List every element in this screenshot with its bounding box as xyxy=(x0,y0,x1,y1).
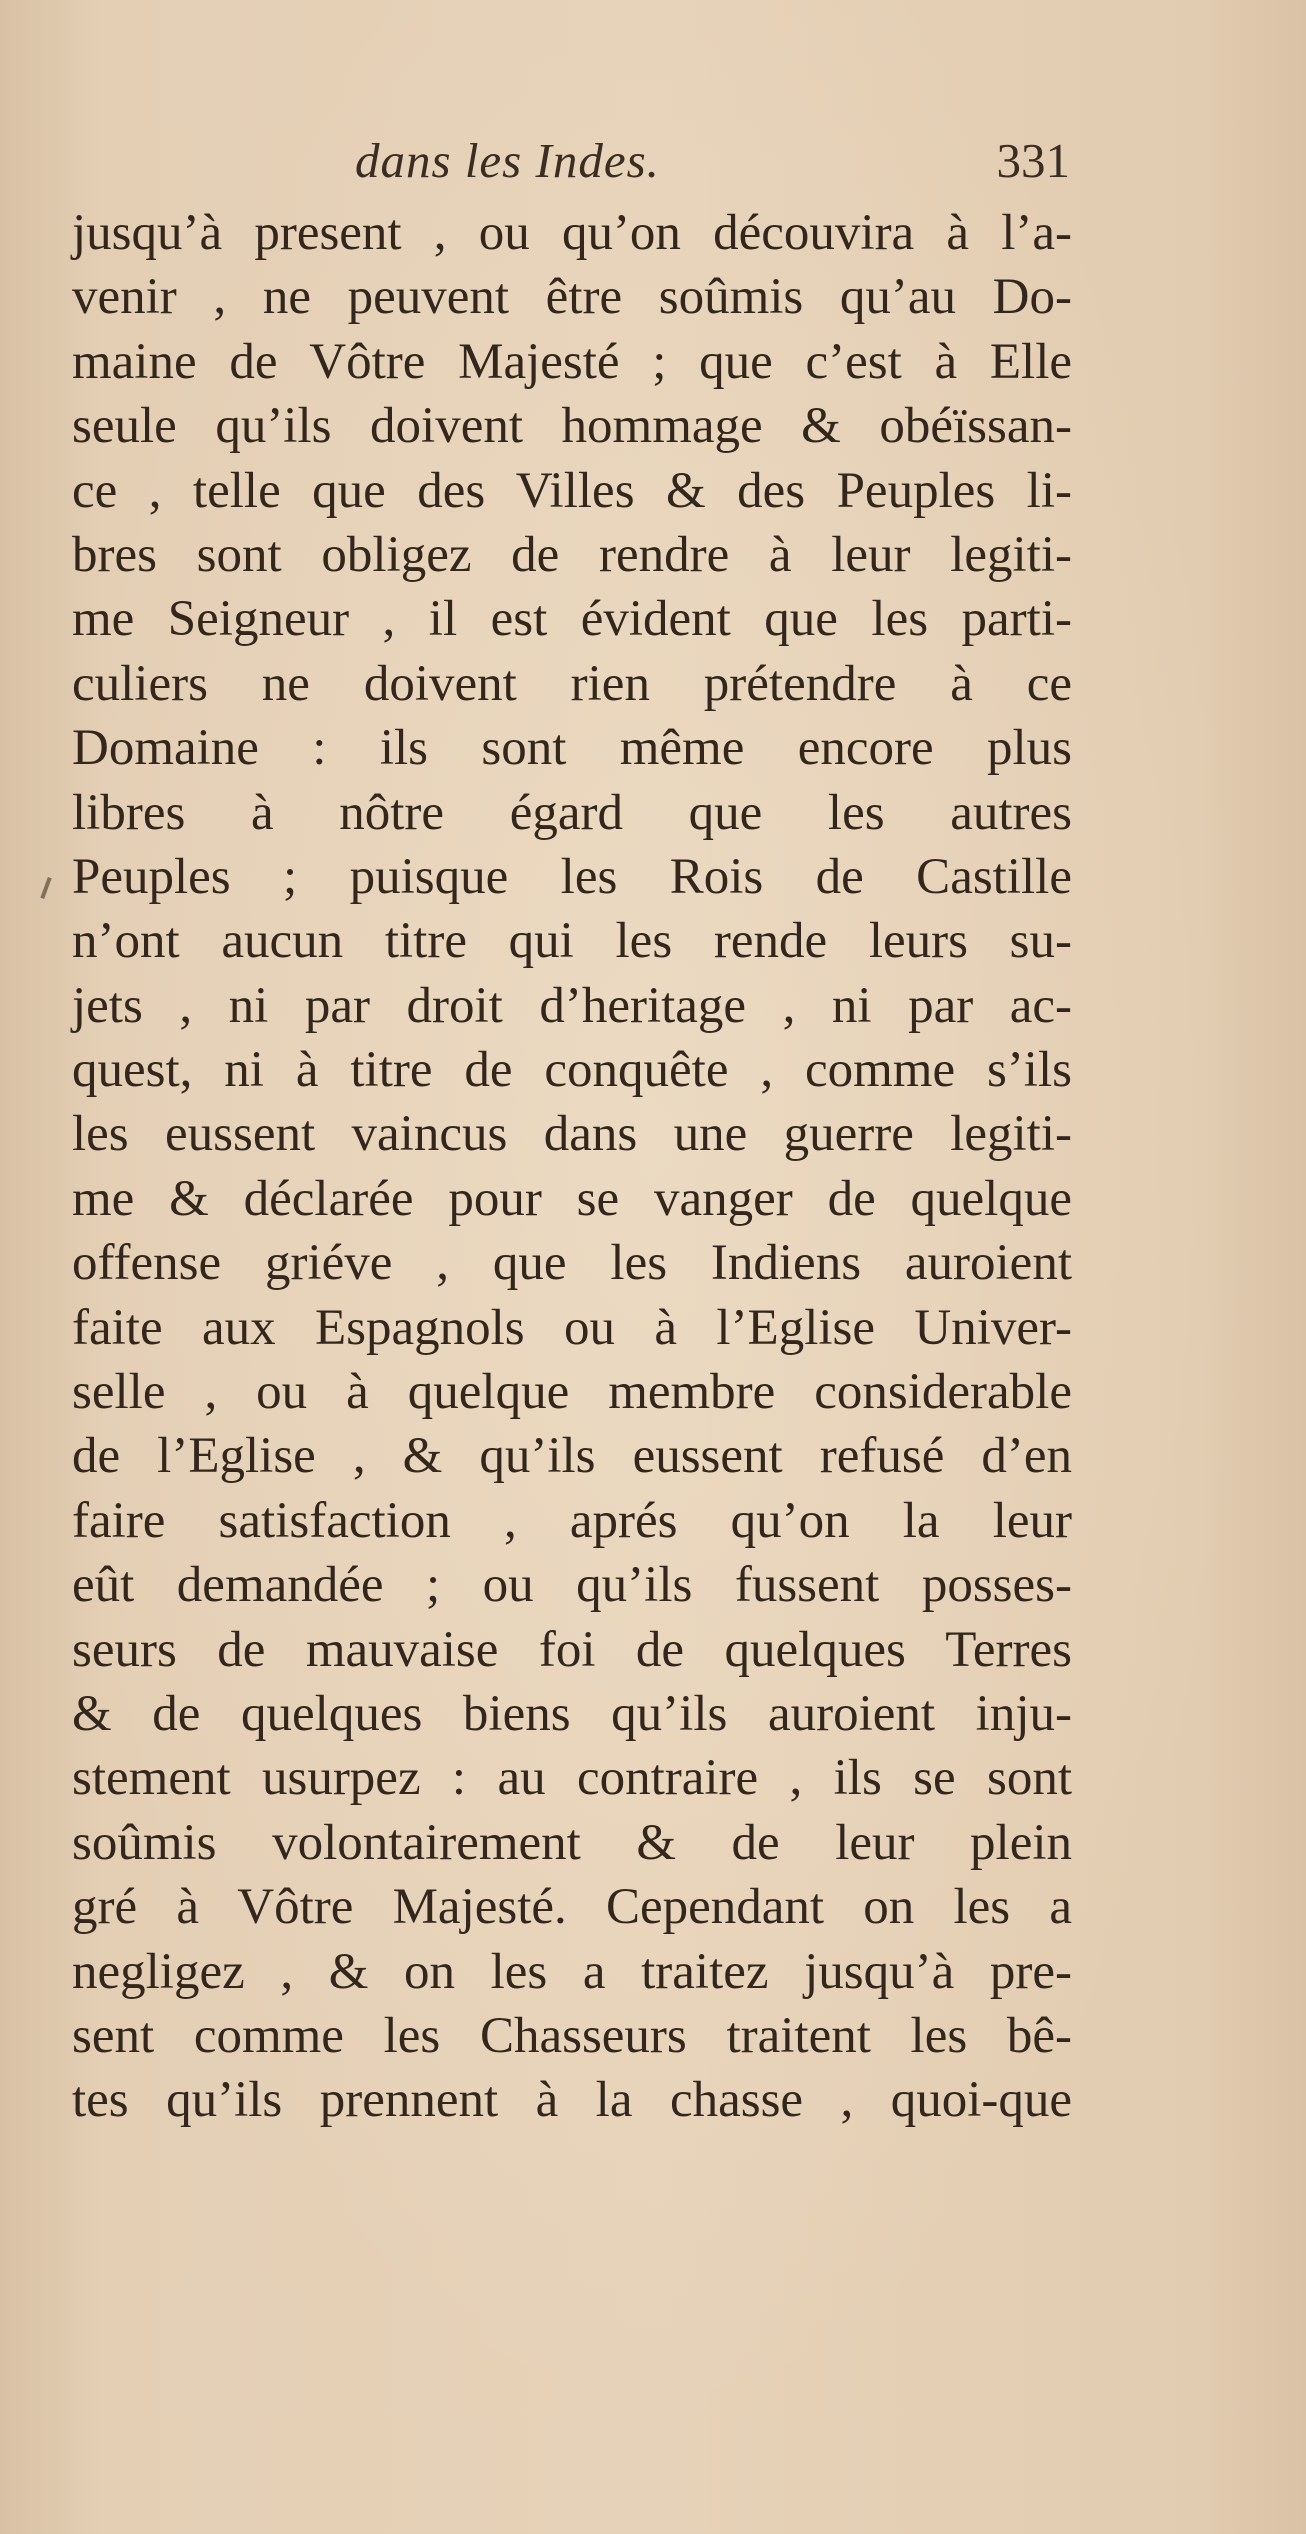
text-line: seurs de mauvaise foi de quelques Terres xyxy=(72,1621,1072,1678)
text-line: culiers ne doivent rien prétendre à ce xyxy=(72,655,1072,712)
text-line: faire satisfaction , aprés qu’on la leur xyxy=(72,1492,1072,1549)
margin-mark xyxy=(40,877,51,899)
text-line: venir , ne peuvent être soûmis qu’au Do- xyxy=(72,269,1072,326)
text-line: les eussent vaincus dans une guerre legiti- xyxy=(72,1106,1072,1163)
text-line: eût demandée ; ou qu’ils fussent posses- xyxy=(72,1557,1072,1614)
page-number: 331 xyxy=(996,133,1070,188)
text-line: bres sont obligez de rendre à leur legiti- xyxy=(72,526,1072,583)
text-line: seule qu’ils doivent hommage & obéïssan- xyxy=(72,398,1072,455)
text-line: maine de Vôtre Majesté ; que c’est à Elle xyxy=(72,333,1072,390)
text-line: offense griéve , que les Indiens auroient xyxy=(72,1235,1072,1292)
text-line: me Seigneur , il est évident que les parti- xyxy=(72,591,1072,648)
text-line: Domaine : ils sont même encore plus xyxy=(72,720,1072,777)
running-title: dans les Indes. xyxy=(355,133,660,188)
text-line: jusqu’à present , ou qu’on découvira à l’a- xyxy=(72,205,1072,261)
text-line: de l’Eglise , & qu’ils eussent refusé d’en xyxy=(72,1428,1072,1485)
body-text xyxy=(72,201,1072,2133)
text-line: negligez , & on les a traitez jusqu’à pre- xyxy=(72,1943,1072,2000)
text-line: jets , ni par droit d’heritage , ni par ac- xyxy=(72,977,1072,1034)
text-line: tes qu’ils prennent à la chasse , quoi-que xyxy=(72,2072,1072,2129)
text-line: gré à Vôtre Majesté. Cependant on les a xyxy=(72,1879,1072,1936)
text-line: quest, ni à titre de conquête , comme s’ils xyxy=(72,1042,1072,1099)
page-header xyxy=(355,132,1070,192)
text-line: & de quelques biens qu’ils auroient inju- xyxy=(72,1685,1072,1742)
text-line: n’ont aucun titre qui les rende leurs su- xyxy=(72,913,1072,970)
text-line: sent comme les Chasseurs traitent les bê- xyxy=(72,2007,1072,2064)
text-line: me & déclarée pour se vanger de quelque xyxy=(72,1170,1072,1227)
text-line: stement usurpez : au contraire , ils se sont xyxy=(72,1750,1072,1807)
text-line: ce , telle que des Villes & des Peuples li- xyxy=(72,462,1072,519)
text-line: libres à nôtre égard que les autres xyxy=(72,784,1072,841)
text-line: faite aux Espagnols ou à l’Eglise Univer- xyxy=(72,1299,1072,1356)
text-line: Peuples ; puisque les Rois de Castille xyxy=(72,848,1072,905)
text-line: soûmis volontairement & de leur plein xyxy=(72,1814,1072,1871)
text-line: selle , ou à quelque membre considerable xyxy=(72,1364,1072,1421)
